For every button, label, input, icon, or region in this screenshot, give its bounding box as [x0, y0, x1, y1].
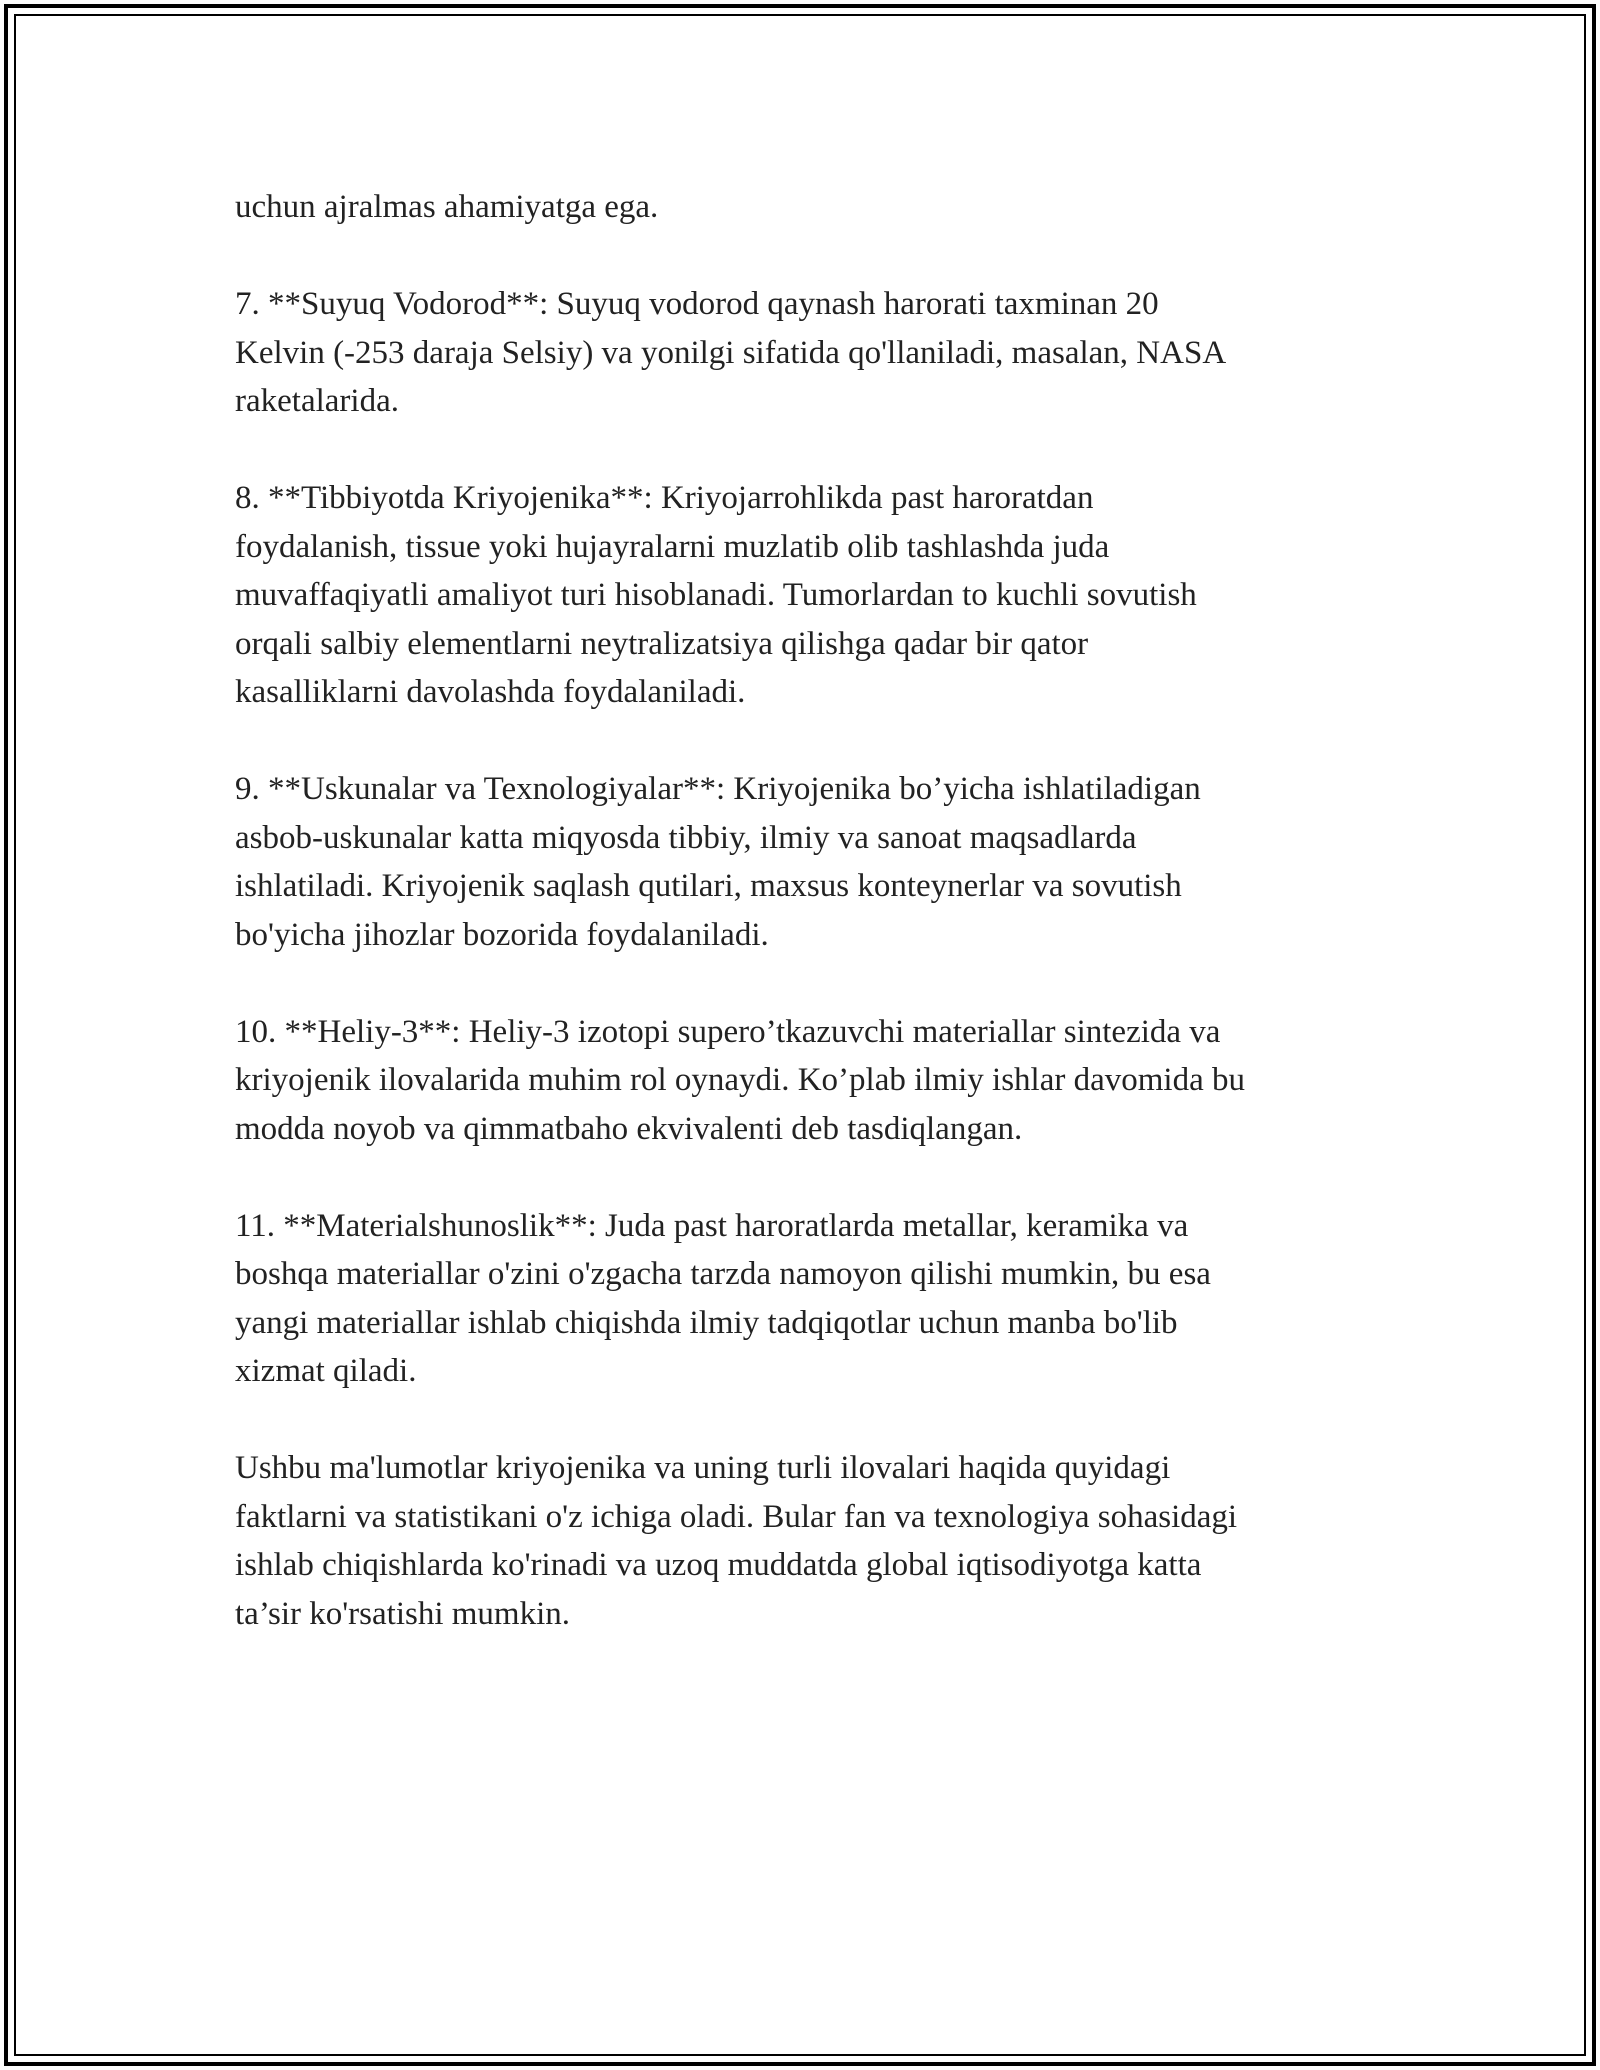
text-line: ishlatiladi. Kriyojenik saqlash qutilari, maxsus konteynerlar va sovutish [235, 868, 1182, 904]
text-line: Kelvin (-253 daraja Selsiy) va yonilgi sifatida qo'llaniladi, masalan, NASA [235, 334, 1227, 371]
text-line: orqali salbiy elementlarni neytralizatsiya qilishga qadar bir qator [235, 625, 1089, 662]
text-line: yangi materiallar ishlab chiqishda ilmiy tadqiqotlar uchun manba bo'lib [235, 1304, 1178, 1341]
paragraph-item-9 [235, 765, 1385, 959]
text-line: kasalliklarni davolashda foydalaniladi. [235, 674, 746, 710]
text-line: ta’sir ko'rsatishi mumkin. [235, 1595, 571, 1632]
paragraph-item-8 [235, 474, 1385, 717]
paragraph-item-7 [235, 280, 1385, 426]
text-line: modda noyob va qimmatbaho ekvivalenti deb tasdiqlangan. [235, 1110, 1023, 1147]
text-line: muvaffaqiyatli amaliyot turi hisoblanadi. Tumorlardan to kuchli sovutish [235, 577, 1197, 613]
paragraph-conclusion [235, 1444, 1385, 1638]
text-line: 8. **Tibbiyotda Kriyojenika**: Kriyojarrohlikda past haroratdan [235, 480, 1094, 516]
document-body [235, 183, 1385, 1687]
text-line: 11. **Materialshunoslik**: Juda past haroratlarda metallar, keramika va [235, 1207, 1189, 1244]
text-line: 10. **Heliy-3**: Heliy-3 izotopi supero’tkazuvchi materiallar sintezida va [235, 1013, 1221, 1050]
text-line: Ushbu ma'lumotlar kriyojenika va uning turli ilovalari haqida quyidagi [235, 1450, 1171, 1486]
paragraph-intro-continuation [235, 183, 1385, 232]
text-line: kriyojenik ilovalarida muhim rol oynaydi. Ko’plab ilmiy ishlar davomida bu [235, 1062, 1245, 1098]
text-line: raketalarida. [235, 383, 399, 419]
text-line: faktlarni va statistikani o'z ichiga oladi. Bular fan va texnologiya sohasidagi [235, 1498, 1238, 1535]
paragraph-item-11 [235, 1202, 1385, 1396]
text-line: 7. **Suyuq Vodorod**: Suyuq vodorod qaynash harorati taxminan 20 [235, 286, 1159, 322]
text-line: bo'yicha jihozlar bozorida foydalaniladi. [235, 916, 769, 953]
text-line: ishlab chiqishlarda ko'rinadi va uzoq muddatda global iqtisodiyotga katta [235, 1547, 1202, 1583]
text-line: asbob-uskunalar katta miqyosda tibbiy, ilmiy va sanoat maqsadlarda [235, 819, 1137, 856]
text-line: foydalanish, tissue yoki hujayralarni muzlatib olib tashlashda juda [235, 528, 1110, 565]
text-line: 9. **Uskunalar va Texnologiyalar**: Kriyojenika bo’yicha ishlatiladigan [235, 771, 1201, 807]
text-line: boshqa materiallar o'zini o'zgacha tarzda namoyon qilishi mumkin, bu esa [235, 1256, 1211, 1292]
text-line: uchun ajralmas ahamiyatga ega. [235, 189, 659, 225]
text-line: xizmat qiladi. [235, 1353, 417, 1389]
paragraph-item-10 [235, 1008, 1385, 1154]
